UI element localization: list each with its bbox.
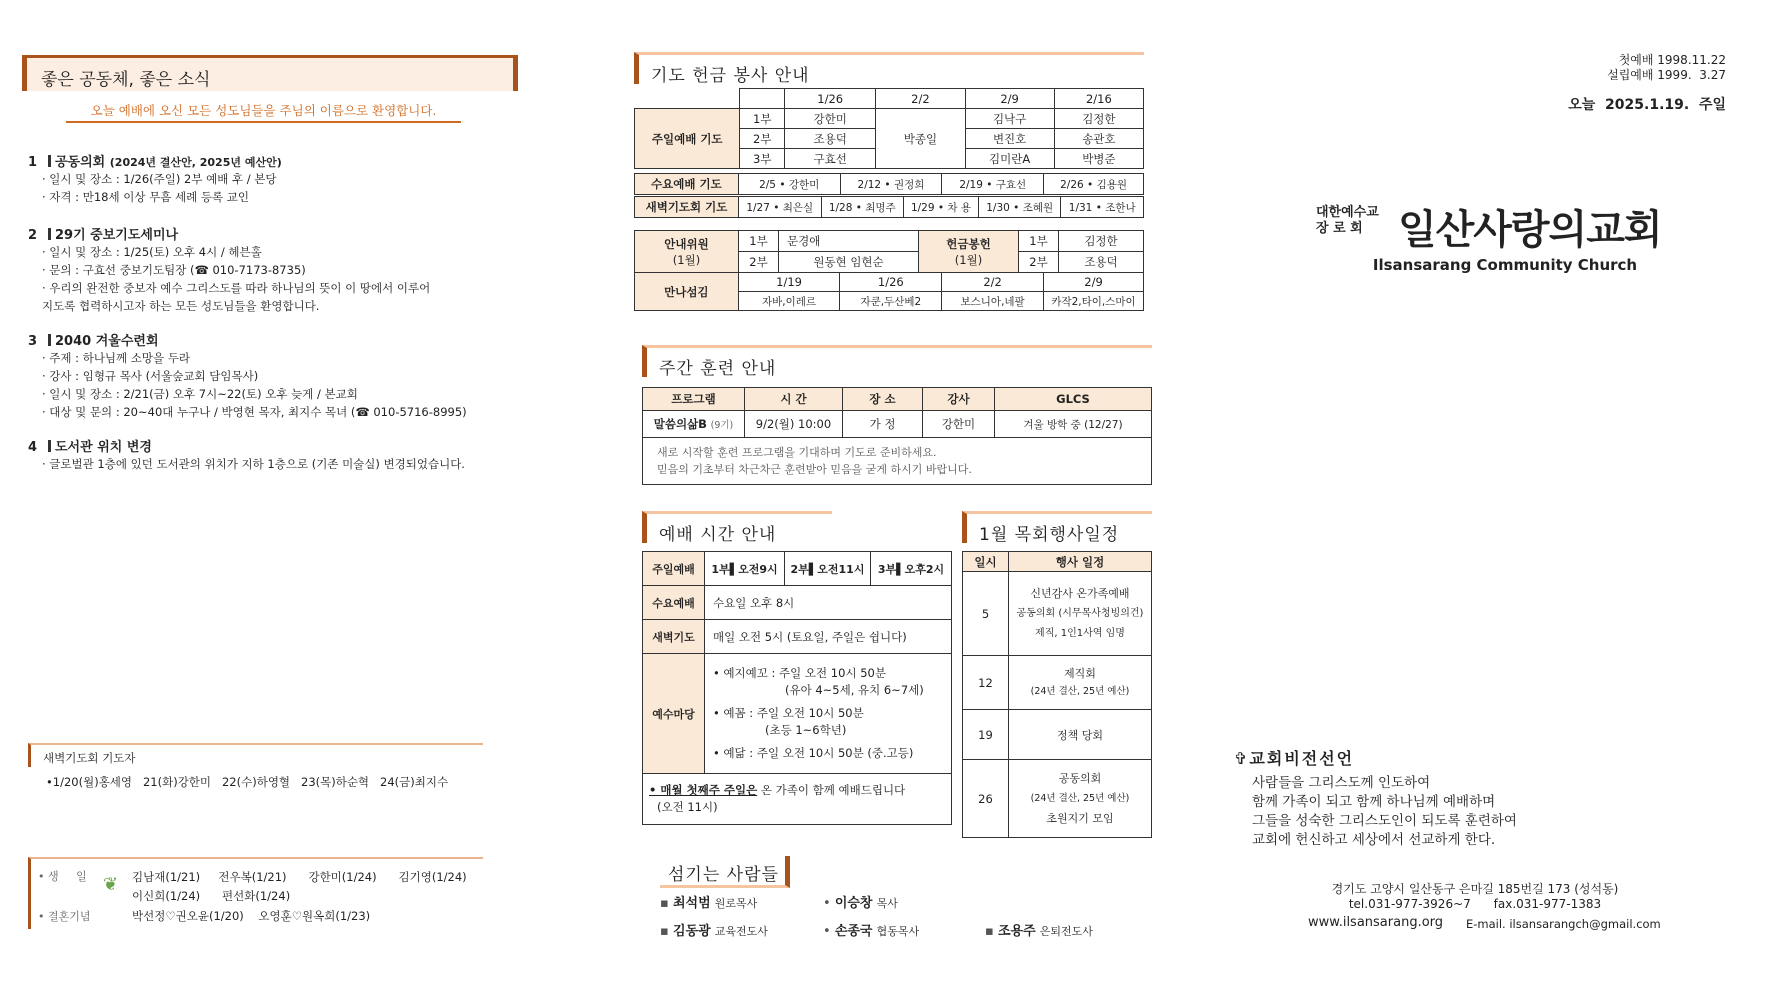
servant-4: • 손종국 협동목사 [823, 924, 920, 939]
volunteer-table: 안내위원 (1월) 1부 문경애 헌금봉헌 (1월) 1부 김정한 2부 원동현 임현순 2부 조용덕 [634, 230, 1144, 273]
vision-text: 사람들을 그리스도께 인도하여 함께 가족이 되고 함께 하나님께 예배하며 그들을 성숙한 그리스도인이 되도록 훈련하여 교회에 헌신하고 세상에서 선교하게 한다. [1252, 775, 1517, 848]
servants-title: 섬기는 사람들 [660, 856, 790, 888]
dawn-prayer-list: •1/20(월)홍세영 21(화)강한미 22(수)하영혈 23(목)하순혁 24(금)최지수 [46, 775, 449, 789]
worship-table: 주일예배 1부▌오전9시 2부▌오전11시 3부▌오후2시 수요예배 수요일 오후 8시 새벽기도 매일 오전 5시 (토요일, 주일은 쉽니다) 예수마당 • 예지예꼬 : 주일 오전 10시 50분 (유아 4~5세, 유치 6~7세) • 예꼼 : 주일 오전 10시 50분 (초등 1~6학년) • 예닮 : 주일 오전 10시 50분 (중.고등) • 매월 첫째주 주일은 온 가족이 함께 예배드립니다 (오전 11시) [642, 551, 952, 825]
vision-title: ✞교회비전선언 [1234, 749, 1355, 768]
servant-1: ▪ 최석범 원로목사 [660, 896, 758, 911]
wed-prayer-table: 수요예배 기도 2/5 • 강한미 2/12 • 권정희 2/19 • 구효선 2/26 • 김용원 [634, 173, 1144, 195]
birthday-line2: 이신희(1/24) 편선화(1/24) [132, 889, 291, 903]
news-item-1: 1 공동의회 (2024년 결산안, 2025년 예산안) · 일시 및 장소 : 1/26(주일) 2부 예배 후 / 본당 · 자격 : 만18세 이상 무흠 세례 등록 교인 [28, 155, 282, 204]
welcome-text: 오늘 예배에 오신 모든 성도님들을 주님의 이름으로 환영합니다. [66, 101, 461, 123]
servant-5: ▪ 조용주 은퇴전도사 [985, 924, 1093, 939]
contact-phone: tel.031-977-3926~7 fax.031-977-1383 [1348, 897, 1602, 911]
worship-title: 예배 시간 안내 [642, 511, 832, 543]
church-name-en: Ilsansarang Community Church [1372, 256, 1638, 274]
today-date: 오늘 2025.1.19. 주일 [1568, 97, 1726, 113]
leaf-icon: ❦ [103, 874, 119, 895]
news-item-4: 4 도서관 위치 변경 · 글로벌관 1층에 있던 도서관의 위치가 지하 1층으로 (기존 미술실) 변경되었습니다. [28, 440, 465, 471]
training-table: 프로그램 시 간 장 소 강사 GLCS 말씀의삶B (9기) 9/2(월) 10:00 가 정 강한미 겨울 방학 중 (12/27) 새로 시작할 훈련 프로그램을 기대하며 기도로 준비하세요. 믿음의 기초부터 차근차근 훈련받아 믿음을 굳게 하시기 바랍니다. [642, 387, 1152, 485]
dawn-prayer-table: 새벽기도회 기도 1/27 • 최은실 1/28 • 최명주 1/29 • 차 용 1/30 • 조혜원 1/31 • 조한나 [634, 196, 1144, 218]
website-link[interactable]: www.ilsansarang.org [1308, 915, 1444, 930]
cross-icon: ✞ [1234, 749, 1250, 768]
founded-date: 설립예배 1999. 3.27 [1607, 68, 1726, 82]
news-item-2: 2 29기 중보기도세미나 · 일시 및 장소 : 1/25(토) 오후 4시 / 헤븐홀 · 문의 : 구효선 중보기도팀장 (☎ 010-7173-8735) · 우리의 완전한 중보자 예수 그리스도를 따라 하나님의 뜻이 이 땅에서 이루어 지도록 협력하시고자 하는 모든 성도님들을 환영합니다. [28, 228, 431, 313]
item-number: 1 [28, 155, 38, 170]
birthday-label: • 생 일 [38, 870, 87, 883]
schedule-title: 1월 목회행사일정 [962, 511, 1152, 543]
dawn-prayer-title: 새벽기도회 기도자 [28, 743, 483, 767]
servant-3: ▪ 김동광 교육전도사 [660, 924, 768, 939]
email-link[interactable]: E-mail. ilsansarangch@gmail.com [1466, 917, 1661, 931]
news-title: 좋은 공동체, 좋은 소식 [22, 55, 518, 91]
first-service-date: 첫예배 1998.11.22 [1618, 53, 1726, 67]
church-name: 일산사랑의교회 [1398, 207, 1662, 253]
item-head: 공동의회 [55, 155, 106, 170]
sunday-prayer-label: 주일예배 기도 [635, 109, 740, 169]
denomination: 대한예수교 장 로 회 [1316, 205, 1379, 236]
birthday-line1: 김남재(1/21) 전우복(1/21) 강한미(1/24) 김기영(1/24) [132, 870, 467, 884]
servant-2: • 이승창 목사 [823, 896, 898, 911]
address: 경기도 고양시 일산동구 은마길 185번길 173 (성석동) [1331, 882, 1619, 896]
manna-table: 만나섬김 1/19 1/26 2/2 2/9 자바,이레르 자쿤,두산베2 보스니아,네팔 카작2,타이,스마이 [634, 272, 1144, 311]
prayer-title: 기도 헌금 봉사 안내 [634, 52, 1144, 84]
prayer-table: 1/26 2/2 2/9 2/16 주일예배 기도 1부 강한미 박종일 김낙구 김정한 2부 조용덕 변진호 송관호 3부 구효선 김미란A 박병준 [634, 88, 1144, 169]
schedule-table: 일시 행사 일정 5 신년감사 온가족예배 공동의회 (시무목사청빙의건) 제직, 1인1사역 임명 12 제직회 (24년 결산, 25년 예산) 19 정책 당회 26 공동의회 (24년 결산, 25년 예산) 초원지기 모임 [962, 551, 1152, 838]
training-title: 주간 훈련 안내 [642, 345, 1152, 377]
anniversary-line: 박선정♡권오윤(1/20) 오영훈♡원옥희(1/23) [132, 909, 371, 923]
news-item-3: 3 2040 겨울수련회 · 주제 : 하나님께 소망을 두라 · 강사 : 임형규 목사 (서울숲교회 담임목사) · 일시 및 장소 : 2/21(금) 오후 7시~22(토) 오후 늦게 / 본교회 · 대상 및 문의 : 20~40대 누구나 / 박영현 목자, 최지수 목녀 (☎ 010-5716-8995) [28, 334, 467, 419]
anniversary-label: • 결혼기념 [38, 910, 91, 923]
